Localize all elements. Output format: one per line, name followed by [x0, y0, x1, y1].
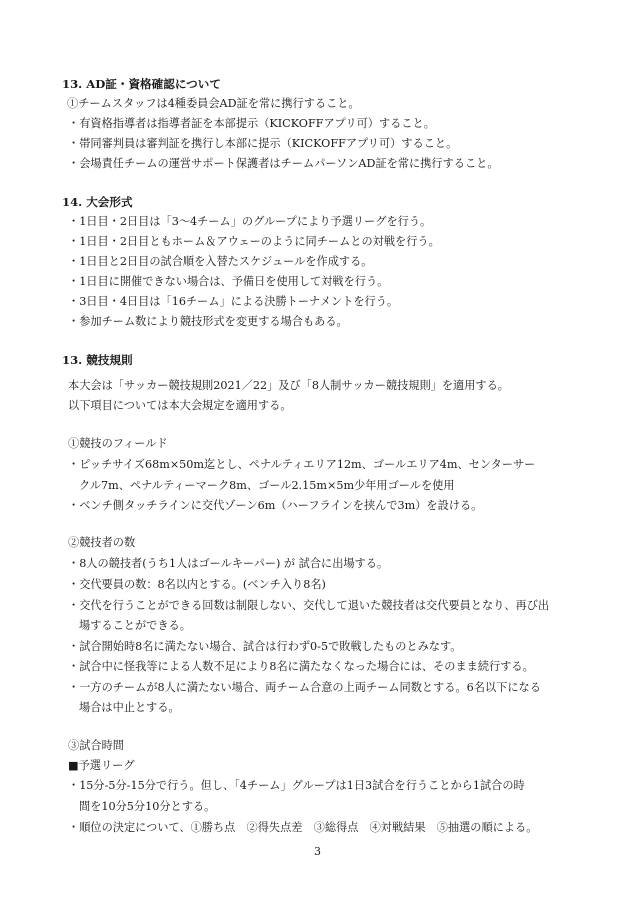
bullet-item-continuation: 間を10分5分10分とする。	[79, 800, 216, 813]
subsection-title: ②競技者の数	[68, 536, 136, 549]
bullet-item: ・1日目と2日目の試合順を入替たスケジュールを作成する。	[68, 255, 373, 268]
paragraph-line: 本大会は「サッカー競技規則2021／22」及び「8人制サッカー競技規則」を適用する。	[68, 379, 509, 392]
bullet-item: ・3日目・4日目は「16チーム」による決勝トーナメントを行う。	[68, 295, 399, 308]
bullet-item-continuation: 場することができる。	[79, 619, 191, 632]
bullet-item: ・順位の決定について、①勝ち点 ②得失点差 ③総得点 ④対戦結果 ⑤抽選の順による。	[68, 821, 538, 834]
bullet-item: ・1日目に開催できない場合は、予備日を使用して対戦を行う。	[68, 275, 389, 288]
bullet-item-continuation: 場合は中止とする。	[79, 701, 180, 714]
subsection-title: ③試合時間	[68, 739, 124, 752]
section-heading-rules: 13. 競技規則	[62, 353, 133, 367]
bullet-item: ・ベンチ側タッチラインに交代ゾーン6m（ハーフラインを挟んで3m）を設ける。	[68, 499, 483, 512]
bullet-item: ・有資格指導者は指導者証を本部提示（KICKOFFアプリ可）すること。	[68, 117, 435, 130]
bullet-item: ・参加チーム数により競技形式を変更する場合もある。	[68, 315, 348, 328]
bullet-item: ・試合開始時8名に満たない場合、試合は行わず0-5で敗戦したものとみなす。	[68, 640, 462, 653]
bullet-item: ・会場責任チームの運営サポート保護者はチームパーソンAD証を常に携行すること。	[68, 157, 499, 170]
bullet-item: ・1日目・2日目ともホーム＆アウェーのように同チームとの対戦を行う。	[68, 235, 440, 248]
subsection-subtitle: ■予選リーグ	[68, 759, 135, 772]
bullet-item: ・ピッチサイズ68m×50m迄とし、ペナルティエリア12m、ゴールエリア4m、センターサー	[68, 458, 536, 471]
bullet-item: ・試合中に怪我等による人数不足により8名に満たなくなった場合には、そのまま続行する。	[68, 660, 534, 673]
bullet-item: ・8人の競技者(うち1人はゴールキーパー) が 試合に出場する。	[68, 557, 389, 570]
paragraph-line: 以下項目については本大会規定を適用する。	[68, 399, 292, 412]
bullet-item: ・交代を行うことができる回数は制限しない、交代して退いた競技者は交代要員となり、再び出	[68, 599, 550, 612]
bullet-item-continuation: クル7m、ペナルティーマーク8m、ゴール2.15m×5m少年用ゴールを使用	[79, 479, 455, 492]
bullet-item: ・帯同審判員は審判証を携行し本部に提示（KICKOFFアプリ可）すること。	[68, 137, 458, 150]
section-heading-format: 14. 大会形式	[62, 195, 133, 209]
page-number: 3	[314, 845, 321, 858]
bullet-item: ・一方のチームが8人に満たない場合、両チーム合意の上両チーム同数とする。6名以下になる	[68, 681, 541, 694]
paragraph-line: ①チームスタッフは4種委員会AD証を常に携行すること。	[67, 97, 360, 110]
bullet-item: ・交代要員の数：8名以内とする。(ベンチ入り8名)	[68, 578, 326, 591]
bullet-item: ・1日目・2日目は「3～4チーム」のグループにより予選リーグを行う。	[68, 215, 432, 228]
subsection-title: ①競技のフィールド	[68, 437, 168, 450]
bullet-item: ・15分-5分-15分で行う。但し、「4チーム」グループは1日3試合を行うことから1試合の時	[68, 779, 525, 792]
section-heading-ad: 13. AD証・資格確認について	[62, 77, 221, 91]
